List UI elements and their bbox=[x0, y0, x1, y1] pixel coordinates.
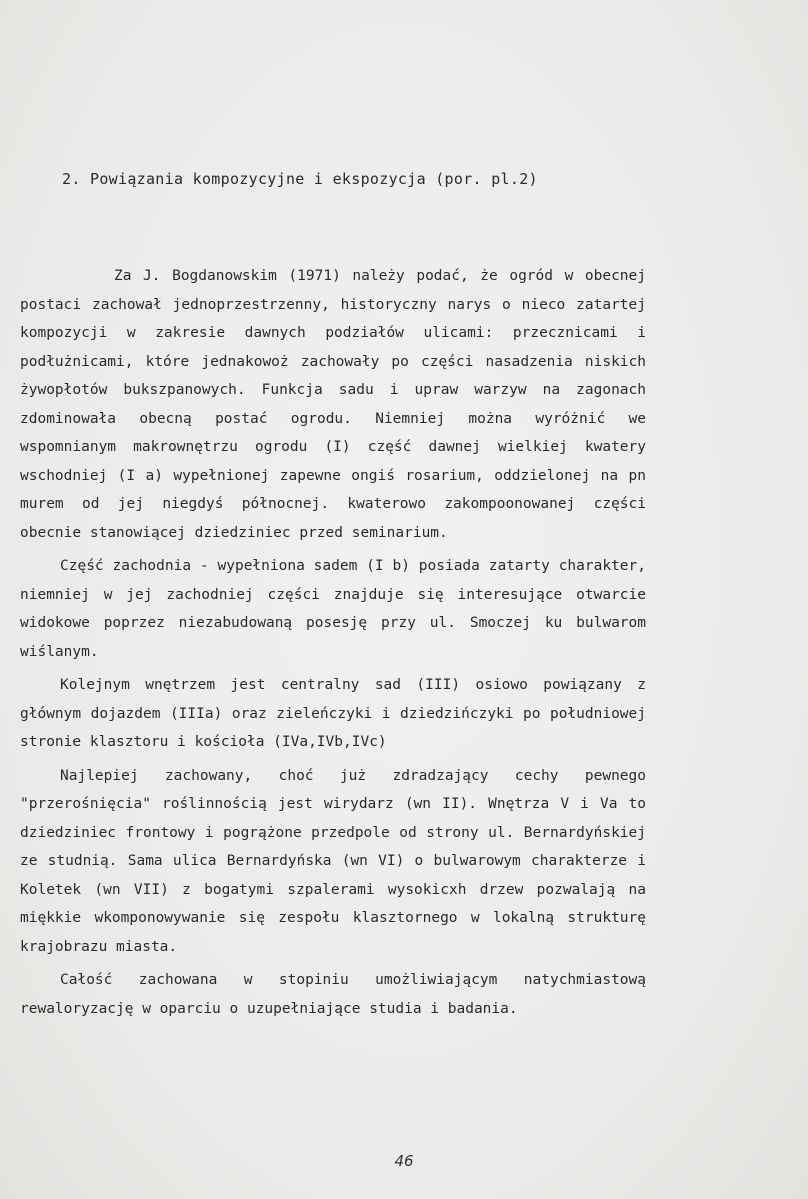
body-text bbox=[20, 262, 646, 1023]
paragraph-5: Całość zachowana w stopiniu umożliwiającym natychmiastową rewaloryzację w oparciu o uzupełniające studia i badania. bbox=[20, 972, 646, 1017]
section-heading: 2. Powiązania kompozycyjne i ekspozycja (por. pl.2) bbox=[62, 170, 538, 188]
paragraph-2: Część zachodnia - wypełniona sadem (I b) posiada zatarty charakter, niemniej w jej zachodniej części znajduje się interesujące otwarcie widokowe poprzez niezabudowaną posesję przy ul. Smoczej ku bulwarom wiślanym. bbox=[20, 558, 646, 660]
page-number: 46 bbox=[394, 1152, 414, 1170]
paragraph-4: Najlepiej zachowany, choć już zdradzający cechy pewnego "przerośnięcia" roślinnością jest wirydarz (wn II). Wnętrza V i Va to dziedziniec frontowy i pogrążone przedpole od strony ul. Bernardyńskiej ze studnią. Sama ulica Bernardyńska (wn VI) o bulwarowym charakterze i Koletek (wn VII) z bogatymi szpalerami wysokicxh drzew pozwalają na miękkie wkomponowywanie się zespołu klasztornego w lokalną strukturę krajobrazu miasta. bbox=[20, 767, 646, 955]
paragraph-3: Kolejnym wnętrzem jest centralny sad (III) osiowo powiązany z głównym dojazdem (IIIa) oraz zieleńczyki i dziedzińczyki po południowej stronie klasztoru i kościoła (IVa,IVb,IVc) bbox=[20, 677, 646, 750]
paragraph-1: Za J. Bogdanowskim (1971) należy podać, że ogród w obecnej postaci zachował jednoprzestrzenny, historyczny narys o nieco zatartej kompozycji w zakresie dawnych podziałów ulicami: przecznicami i podłużnicami, które jednakowoż zachowały po części nasadzenia niskich żywopłotów bukszpanowych. Funkcja sadu i upraw warzyw na zagonach zdominowała obecną postać ogrodu. Niemniej można wyróżnić we wspomnianym makrownętrzu ogrodu (I) część dawnej wielkiej kwatery wschodniej (I a) wypełnionej zapewne ongiś rosarium, oddzielonej na pn murem od jej niegdyś północnej. kwaterowo zakompoonowanej części obecnie stanowiącej dziedziniec przed seminarium. bbox=[20, 268, 646, 541]
